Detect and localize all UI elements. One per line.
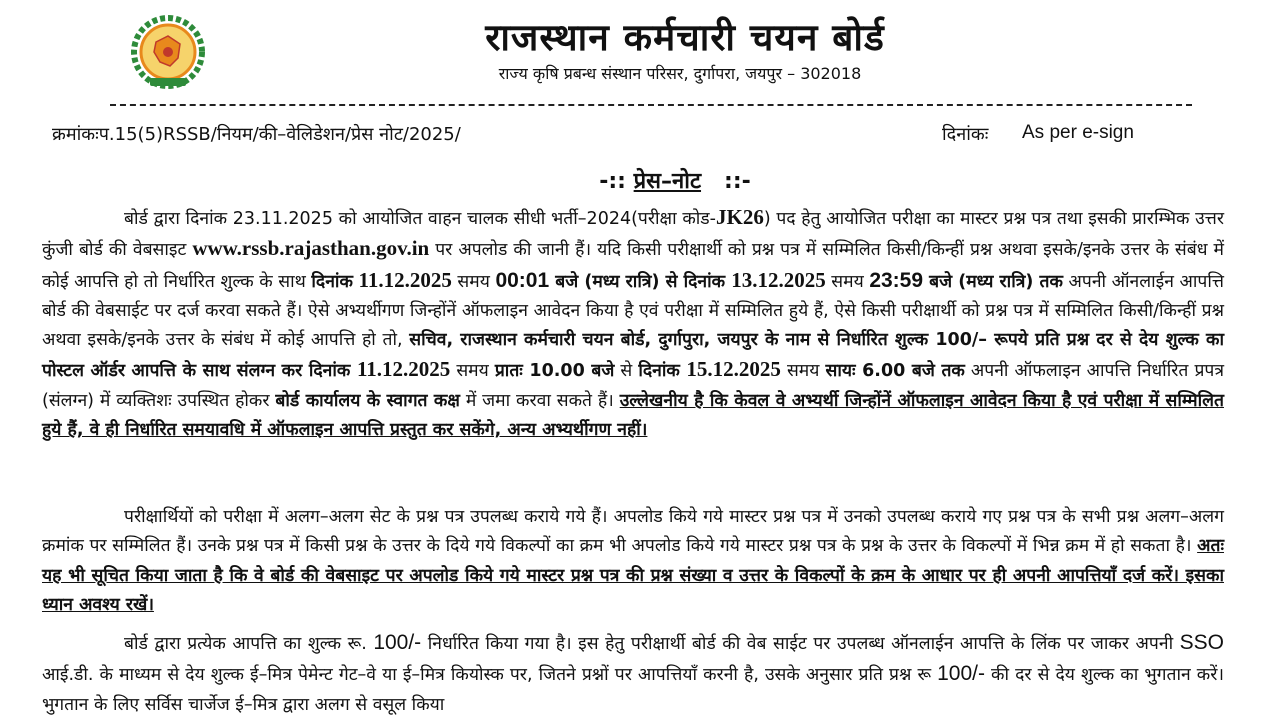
heading-right-mark: ::-: [724, 169, 751, 194]
paragraph-1: [42, 203, 1224, 445]
objection-fee: 100/-: [373, 631, 422, 654]
p1-text-11: में जमा करवा सकते हैं।: [459, 390, 620, 411]
online-start-date: 11.12.2025: [358, 267, 452, 292]
p1-bold-4: सचिव, राजस्थान कर्मचारी चयन बोर्ड, दुर्गापुरा, जयपुर के नाम से निर्धारित शुल्क 100/– रूपये प्रति प्रश्न दर से देय शुल्क का पोस्टल ऑर्डर आपत्ति के साथ संलग्न कर दिनांक: [42, 330, 1225, 382]
p1-text-3: पर अपलोड की जानी हैं। यदि किसी परीक्षार्थी को प्रश्न पत्र में सम्मिलित किसी/किन्हीं प्रश्न अथवा इसके/इनके उत्तर के संबंध में कोई आपत्ति हो तो निर्धारित शुल्क के साथ: [42, 240, 1224, 292]
p1-text-1: बोर्ड द्वारा दिनांक 23.11.2025 को आयोजित वाहन चालक सीधी भर्ती–2024(परीक्षा कोड-: [124, 209, 716, 229]
p1-text-2: ) पद हेतु आयोजित परीक्षा का मास्टर प्रश्न पत्र तथा इसकी प्रारम्भिक उत्तर कुंजी बोर्ड की वेबसाइट: [42, 209, 1224, 261]
p1-bold-1: दिनांक: [311, 271, 353, 292]
p1-text-4: समय: [451, 271, 496, 292]
online-end-time: 23:59: [869, 268, 924, 292]
p3-text-2: निर्धारित किया गया है। इस हेतु परीक्षार्थी बोर्ड की वेब साईट पर उपलब्ध ऑनलाईन आपत्ति के लिंक पर जाकर अपनी: [421, 634, 1180, 654]
p3-text-3: आई.डी. के माध्यम से देय शुल्क ई–मित्र पेमेन्ट गेट–वे या ई–मित्र कियोस्क पर, जितने प्रश्नों पर आपत्तियाँ करनी है, उसके अनुसार प्रति प्रश्न रू: [42, 665, 938, 686]
offline-start-date: 11.12.2025: [356, 357, 451, 382]
website-link[interactable]: www.rssb.rajasthan.gov.in: [192, 236, 430, 261]
p1-text-6: अपनी ऑनलाईन आपत्ति बोर्ड की वेबसाईट पर दर्ज करवा सकते हैं। ऐसे अभ्यर्थीगण जिन्होंनें ऑफलाइन आवेदन किया है एवं परीक्षा में सम्मिलित हुये हैं, ऐसे किसी परीक्षार्थी को प्रश्न पत्र में सम्मिलित किसी/किन्हीं प्रश्न अथवा इसके/इनके उत्तर के संबंध में कोई आपत्ति हो तो,: [42, 271, 1224, 351]
p2-text-1: परीक्षार्थियों को परीक्षा में अलग–अलग सेट के प्रश्न पत्र उपलब्ध कराये गये हैं। अपलोड किये गये मास्टर प्रश्न पत्र में उनको उपलब्ध कराये गए प्रश्न पत्र के सभी प्रश्न अलग–अलग क्रमांक पर सम्मिलित हैं। उनके प्रश्न पत्र में किसी प्रश्न के उत्तर के दिये गये विकल्पों का क्रम भी अपलोड किये गये मास्टर प्रश्न पत्र के प्रश्न के उत्तर के विकल्पों में भिन्न क्रम में हो सकता है।: [42, 507, 1224, 557]
p3-text-4: की दर से देय शुल्क का भुगतान करें। भुगतान के लिए सर्विस चार्जेज ई–मित्र द्वारा अलग से वसूल किया: [42, 665, 1224, 715]
p1-text-10: अपनी ऑफलाइन आपत्ति निर्धारित प्रपत्र (संलग्न) में व्यक्तिशः उपस्थित होकर: [42, 361, 1224, 411]
heading-title: प्रेस–नोट: [633, 169, 702, 194]
heading-left-mark: -::: [599, 169, 626, 194]
board-title: राजस्थान कर्मचारी चयन बोर्ड: [485, 16, 885, 59]
reception-office: बोर्ड कार्यालय के स्वागत कक्ष: [275, 390, 460, 411]
offline-start-time: प्रातः 10.00 बजे: [494, 361, 615, 382]
master-paper-notice: अतः यह भी सूचित किया जाता है कि वे बोर्ड की वेबसाइट पर अपलोड किये गये मास्टर प्रश्न पत्र की प्रश्न संख्या व उत्तर के विकल्पों के क्रम के आधार पर ही अपनी आपत्तियाँ दर्ज करें। इसका ध्यान अवश्य रखें।: [42, 536, 1224, 615]
online-start-time: 00:01: [495, 268, 550, 292]
exam-code: JK26: [715, 205, 764, 229]
sso-label: SSO: [1179, 631, 1224, 654]
date-label: दिनांकः: [942, 124, 989, 145]
p1-text-7: समय: [450, 361, 495, 382]
offline-end-time: सायः 6.00 बजे तक: [825, 361, 965, 382]
p1-bold-2: बजे (मध्य रात्रि) से दिनांक: [549, 271, 732, 292]
date-value: As per e-sign: [1022, 122, 1134, 143]
p3-text-1: बोर्ड द्वारा प्रत्येक आपत्ति का शुल्क रू.: [124, 634, 374, 654]
per-question-fee: 100/-: [937, 662, 985, 686]
p1-text-8: से: [614, 361, 639, 382]
online-end-date: 13.12.2025: [731, 267, 826, 292]
header-divider: [110, 104, 1192, 106]
offline-end-date: 15.12.2025: [686, 357, 781, 382]
p1-bold-3: बजे (मध्य रात्रि) तक: [923, 271, 1063, 292]
p1-text-9: समय: [780, 361, 826, 382]
board-address: राज्य कृषि प्रबन्ध संस्थान परिसर, दुर्गापरा, जयपुर – 302018: [498, 64, 862, 83]
p1-text-5: समय: [825, 271, 870, 292]
paragraph-3: [42, 628, 1224, 720]
p1-bold-6: दिनांक: [638, 361, 687, 382]
press-note-heading: [0, 165, 1280, 195]
offline-eligibility-note: उल्लेखनीय है कि केवल वे अभ्यर्थी जिन्होंनें ऑफलाइन आवेदन किया है एवं परीक्षा में सम्मिलित हुये हैं, वे ही निर्धारित समयावधि में ऑफलाइन आपत्ति प्रस्तुत कर सकेंगे, अन्य अभ्यर्थीगण नहीं।: [42, 390, 1224, 441]
paragraph-2: [42, 503, 1224, 620]
reference-number: क्रमांकःप.15(5)RSSB/नियम/की–वेलिडेशन/प्रेस नोट/2025/: [52, 124, 461, 145]
